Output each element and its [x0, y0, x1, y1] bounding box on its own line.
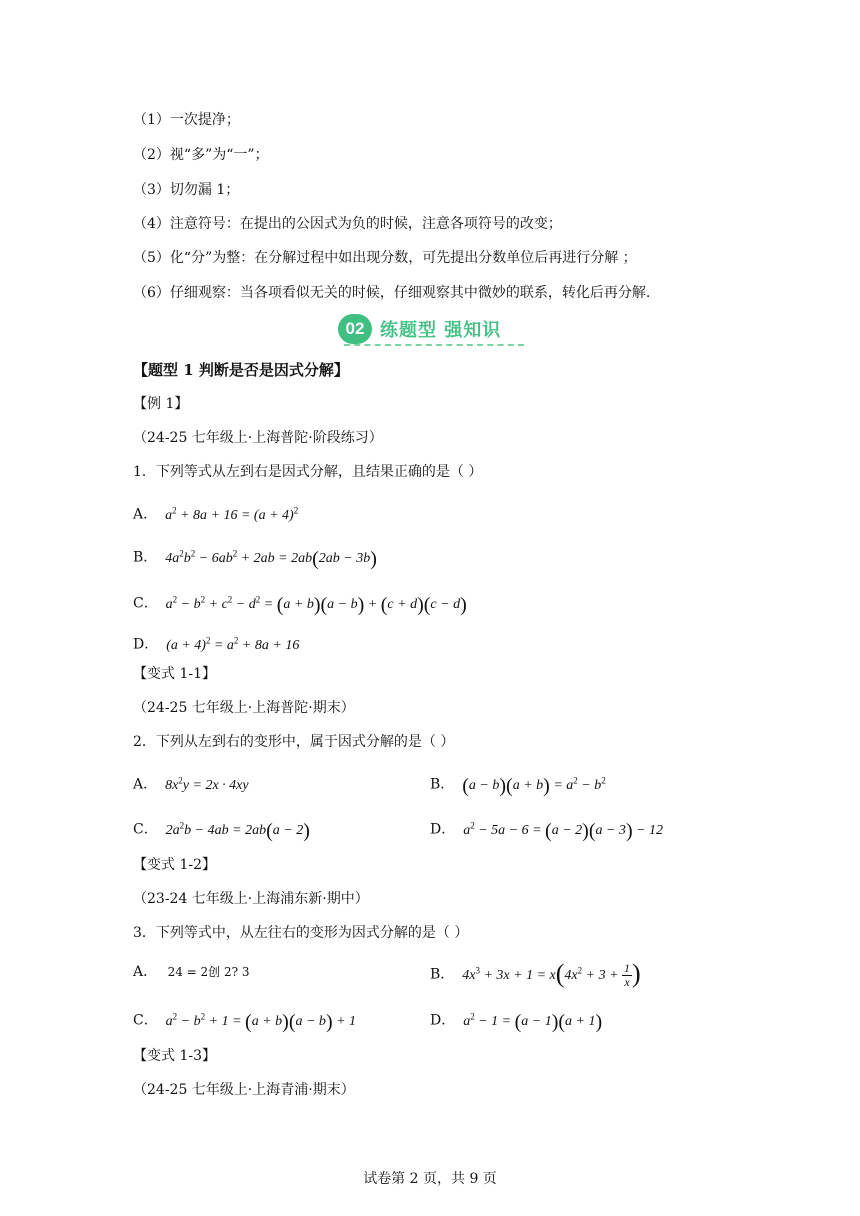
option-label: C．	[133, 595, 158, 612]
example-label: 【例 1】	[133, 396, 189, 412]
math-expression: $8x^2y = 2x \cdot 4xy$	[161, 775, 249, 793]
option-label: D．	[430, 821, 456, 838]
q3-option-d[interactable]	[430, 1006, 602, 1032]
q1-option-d[interactable]	[133, 630, 299, 656]
q2-option-b[interactable]	[430, 770, 606, 796]
tip-3: （3）切勿漏 1；	[133, 182, 240, 198]
math-expression: $4x^3 + 3x + 1 = x(4x^2 + 3$ + $\frac{1}{x}$ )	[458, 958, 641, 989]
math-expression: $4a^2b^2 - 6ab^2 + 2ab = 2ab(2ab - 3b)$	[161, 547, 377, 570]
option-label: B．	[430, 966, 455, 983]
tip-1: （1）一次提净；	[133, 112, 240, 128]
banner-title: 练题型 强知识	[380, 320, 502, 341]
example-source: （24-25 七年级上·上海普陀·阶段练习）	[133, 430, 383, 446]
variant-1-2-source: （23-24 七年级上·上海浦东新·期中）	[133, 891, 369, 907]
q2-option-d[interactable]	[430, 815, 663, 841]
q3-option-b[interactable]	[430, 960, 641, 989]
variant-1-1-source: （24-25 七年级上·上海普陀·期末）	[133, 700, 355, 716]
q3-option-c[interactable]	[133, 1006, 356, 1032]
tip-2: （2）视“多”为“一”；	[133, 147, 269, 163]
math-expression: $(a - b)(a + b) = a^2 - b^2$	[462, 774, 606, 797]
math-expression: $2a^2b - 4ab = 2ab(a - 2)$	[162, 819, 310, 842]
option-label: A．	[133, 964, 158, 980]
option-label: C．	[133, 821, 158, 838]
banner-dashed-underline	[344, 344, 524, 346]
math-expression: $a^2 - 5a - 6 = (a - 2)(a - 3) - 12$	[459, 819, 664, 842]
question-2: 2．下列从左到右的变形中，属于因式分解的是（ ）	[133, 734, 455, 750]
option-label: A．	[133, 506, 158, 523]
q1-option-a[interactable]	[133, 500, 298, 526]
q3-option-a[interactable]	[133, 962, 250, 982]
math-expression: $a^2 - b^2 + 1 = (a + b)(a - b) + 1$	[162, 1010, 357, 1033]
question-1: 1．下列等式从左到右是因式分解，且结果正确的是（ ）	[133, 464, 483, 480]
tip-4: （4）注意符号：在提出的公因式为负的时候，注意各项符号的改变；	[133, 216, 562, 232]
section-banner	[338, 312, 524, 348]
q1-option-c[interactable]	[133, 589, 467, 615]
variant-1-2-label: 【变式 1-2】	[133, 857, 216, 873]
banner-number-badge: 02	[338, 314, 372, 344]
math-expression: $a^2 + 8a + 16 = (a + 4)^2$	[161, 505, 299, 523]
math-expression: $a^2 - b^2 + c^2 - d^2 = (a + b)(a - b) + (c + d)(c - d)$	[162, 593, 467, 616]
option-label: B．	[430, 776, 455, 793]
variant-1-3-source: （24-25 七年级上·上海青浦·期末）	[133, 1082, 355, 1098]
q1-option-b[interactable]	[133, 543, 377, 569]
q2-option-a[interactable]	[133, 770, 249, 796]
variant-1-3-label: 【变式 1-3】	[133, 1048, 216, 1064]
tip-6: （6）仔细观察：当各项看似无关的时候，仔细观察其中微妙的联系，转化后再分解.	[133, 285, 651, 301]
option-label: D．	[133, 636, 159, 653]
option-a-expression: 24 = 2创 2? 3	[167, 965, 250, 979]
tip-5: （5）化“分”为整：在分解过程中如出现分数，可先提出分数单位后再进行分解 ；	[133, 250, 637, 266]
page-footer: 试卷第 2 页，共 9 页	[363, 1171, 497, 1187]
variant-1-1-label: 【变式 1-1】	[133, 666, 216, 682]
question-3: 3．下列等式中，从左往右的变形为因式分解的是（ ）	[133, 925, 469, 941]
option-label: A．	[133, 776, 158, 793]
option-label: D．	[430, 1012, 456, 1029]
math-expression: $a^2 - 1 = (a - 1)(a + 1)$	[459, 1010, 603, 1033]
option-label: C．	[133, 1012, 158, 1029]
q2-option-c[interactable]	[133, 815, 310, 841]
math-expression: $(a + 4)^2 = a^2 + 8a + 16$	[162, 635, 300, 653]
option-label: B．	[133, 549, 158, 566]
section-title: 【题型 1 判断是否是因式分解】	[133, 361, 349, 379]
